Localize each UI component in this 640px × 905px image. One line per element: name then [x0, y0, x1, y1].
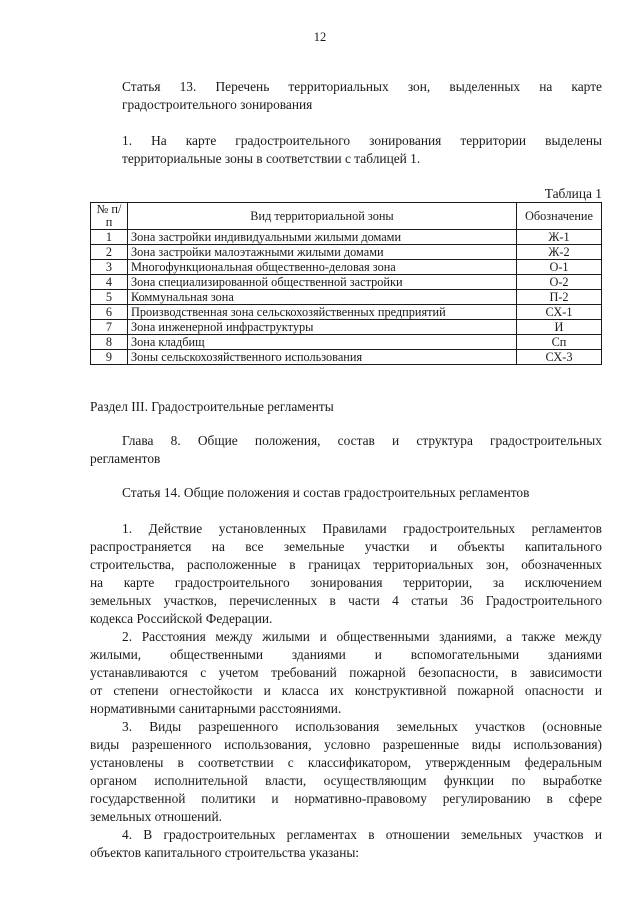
row-zone-name: Зона застройки индивидуальными жилыми домами [128, 230, 517, 245]
row-num: 4 [91, 275, 128, 290]
row-zone-code: Ж-1 [517, 230, 602, 245]
paragraph-line: территориальные зоны в соответствии с таблицей 1. [122, 151, 421, 166]
zones-table [90, 202, 602, 365]
table-row [91, 230, 602, 245]
row-num: 1 [91, 230, 128, 245]
paragraph-line: на карте градостроительного зонирования территории, за исключением [90, 575, 602, 590]
row-zone-code: Сп [517, 335, 602, 350]
table-row [91, 335, 602, 350]
row-zone-code: О-1 [517, 260, 602, 275]
table-row [91, 320, 602, 335]
paragraph-line: кодекса Российской Федерации. [90, 611, 273, 626]
paragraph-line: 2. Расстояния между жилыми и общественными зданиями, а также между [122, 629, 602, 644]
row-zone-name: Зона инженерной инфраструктуры [128, 320, 517, 335]
paragraph-line: установлены в соответствии с классификатором, утвержденным федеральным [90, 755, 602, 770]
paragraph-line: жилыми, общественными зданиями и вспомогательными зданиями [90, 647, 602, 662]
article-14-paragraph-2 [90, 628, 602, 718]
row-zone-name: Многофункциональная общественно-деловая зона [128, 260, 517, 275]
table-row [91, 305, 602, 320]
paragraph-line: 4. В градостроительных регламентах в отношении земельных участков и [122, 827, 602, 842]
paragraph-line: 1. На карте градостроительного зонирования территории выделены [122, 133, 602, 148]
paragraph-line: объектов капитального строительства указаны: [90, 845, 360, 860]
page-number: 12 [313, 30, 327, 44]
paragraph-line: распространяется на все земельные участки и объекты капитального [90, 539, 602, 554]
paragraph-line: от степени огнестойкости и класса их конструктивной пожарной опасности и [90, 683, 602, 698]
row-zone-name: Зоны сельскохозяйственного использования [128, 350, 517, 365]
row-num: 9 [91, 350, 128, 365]
paragraph-line: устанавливаются с учетом требований пожарной безопасности, в зависимости [90, 665, 602, 680]
table-caption: Таблица 1 [544, 186, 602, 201]
table-row [91, 245, 602, 260]
heading-line: градостроительного зонирования [122, 97, 313, 112]
paragraph-line: земельных отношений. [90, 809, 222, 824]
article-14-paragraph-1 [90, 520, 602, 628]
header-code: Обозначение [517, 203, 602, 230]
chapter-8-title [90, 432, 602, 468]
table-row [91, 275, 602, 290]
row-zone-name: Зона специализированной общественной застройки [128, 275, 517, 290]
row-num: 3 [91, 260, 128, 275]
paragraph-line: государственной политики и нормативно-правовому регулированию в сфере [90, 791, 602, 806]
table-row [91, 350, 602, 365]
heading-line: Статья 13. Перечень территориальных зон, выделенных на карте [122, 79, 602, 94]
table-row [91, 290, 602, 305]
paragraph-line: виды разрешенного использования, условно разрешенные виды использования) [90, 737, 602, 752]
paragraph-line: строительства, расположенные в границах территориальных зон, обозначенных [90, 557, 602, 572]
header-num: № п/п [91, 203, 128, 230]
paragraph-line: 3. Виды разрешенного использования земельных участков (основные [122, 719, 602, 734]
paragraph-line: нормативными санитарными расстояниями. [90, 701, 342, 716]
paragraph-line: органом исполнительной власти, осуществляющим функции по выработке [90, 773, 602, 788]
row-num: 7 [91, 320, 128, 335]
paragraph-line: 1. Действие установленных Правилами градостроительных регламентов [122, 521, 602, 536]
article-13-heading [90, 78, 602, 114]
row-zone-code: СХ-1 [517, 305, 602, 320]
article-13-paragraph-1 [90, 132, 602, 168]
row-zone-name: Зона застройки малоэтажными жилыми домами [128, 245, 517, 260]
section-3-title: Раздел III. Градостроительные регламенты [90, 399, 334, 414]
row-num: 2 [91, 245, 128, 260]
chapter-title-line: регламентов [90, 451, 161, 466]
row-num: 8 [91, 335, 128, 350]
row-zone-name: Производственная зона сельскохозяйственных предприятий [128, 305, 517, 320]
row-zone-code: О-2 [517, 275, 602, 290]
row-zone-code: Ж-2 [517, 245, 602, 260]
row-zone-code: И [517, 320, 602, 335]
article-14-paragraph-4 [90, 826, 602, 862]
row-num: 5 [91, 290, 128, 305]
table-row [91, 260, 602, 275]
chapter-title-line: Глава 8. Общие положения, состав и структура градостроительных [122, 433, 602, 448]
table-header-row [91, 203, 602, 230]
row-zone-code: СХ-3 [517, 350, 602, 365]
row-zone-code: П-2 [517, 290, 602, 305]
article-14-paragraph-3 [90, 718, 602, 826]
row-num: 6 [91, 305, 128, 320]
paragraph-line: земельных участков, перечисленных в части 4 статьи 36 Градостроительного [90, 593, 602, 608]
article-14-title: Статья 14. Общие положения и состав градостроительных регламентов [122, 485, 530, 500]
header-zone-type: Вид территориальной зоны [128, 203, 517, 230]
row-zone-name: Коммунальная зона [128, 290, 517, 305]
row-zone-name: Зона кладбищ [128, 335, 517, 350]
